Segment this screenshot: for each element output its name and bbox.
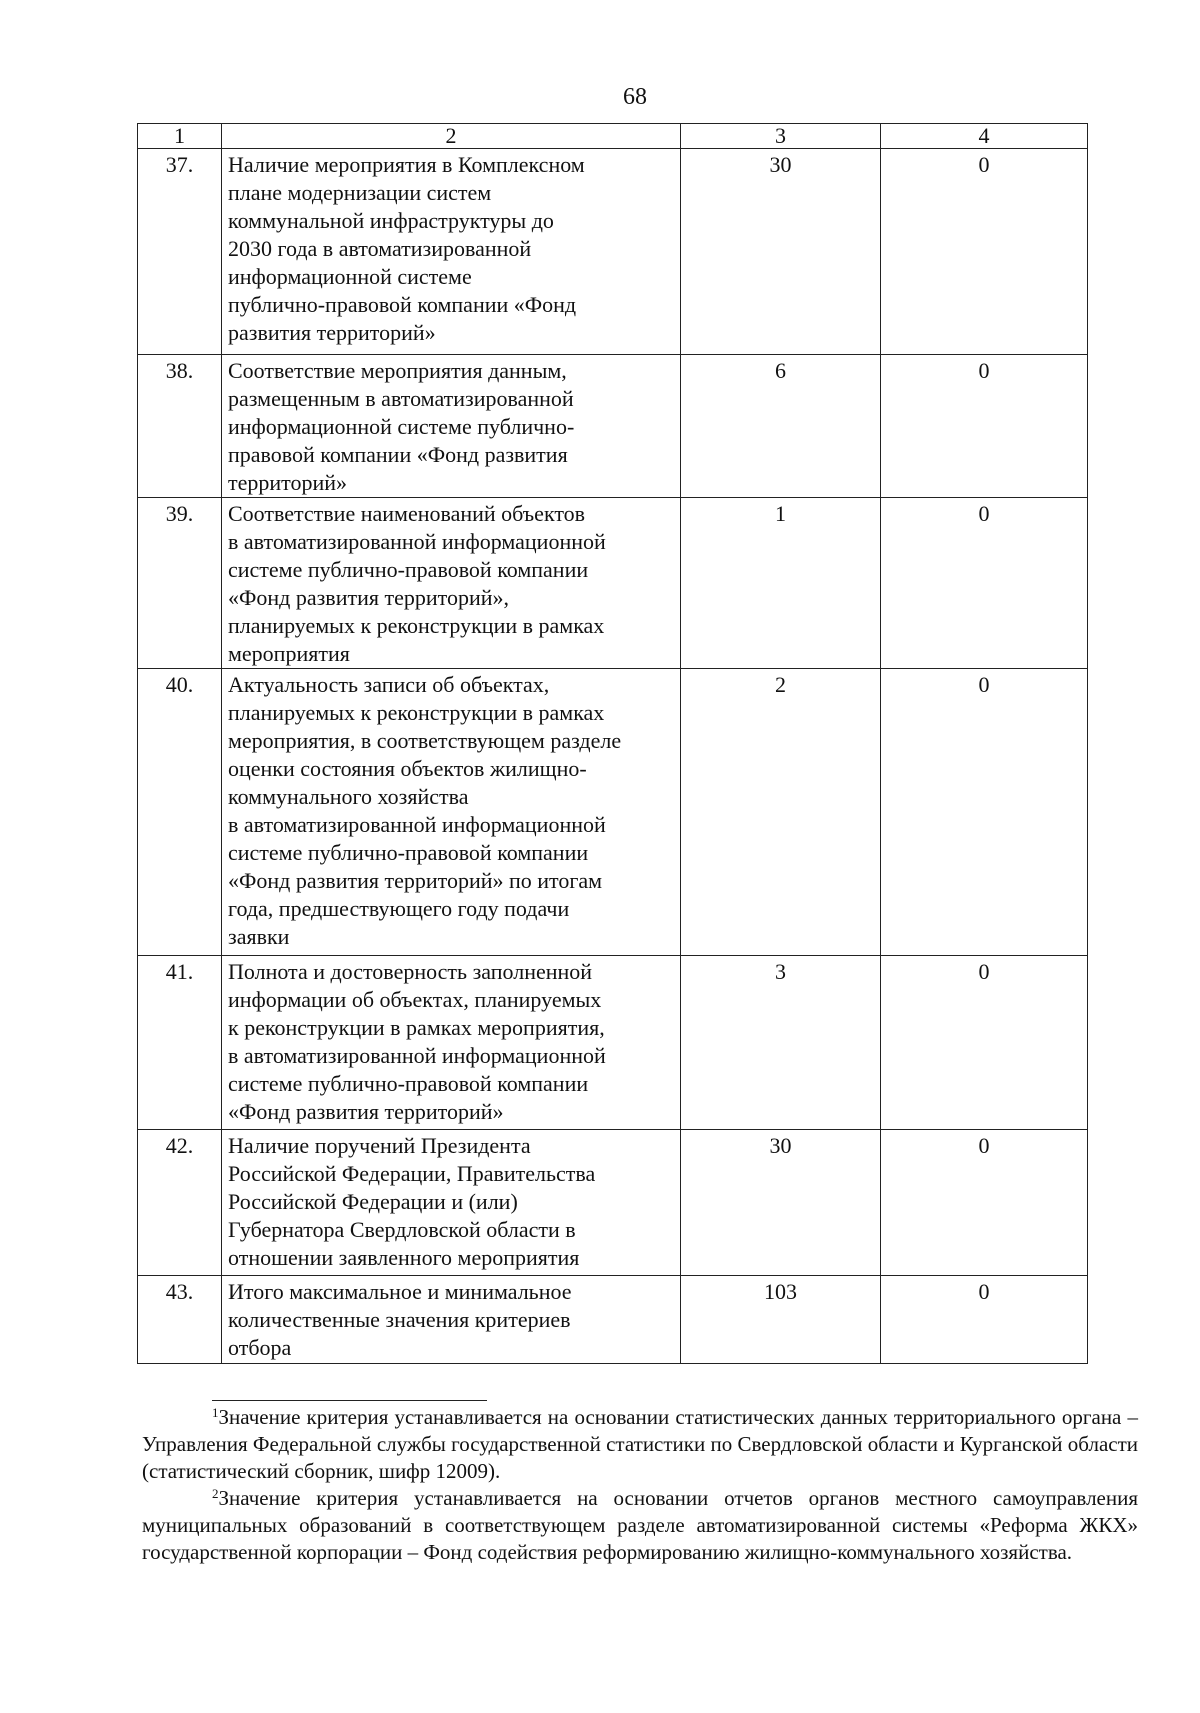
max-value: 30 <box>681 1130 881 1276</box>
footnote-mark: 2 <box>212 1486 219 1501</box>
min-value: 0 <box>881 956 1088 1130</box>
row-number: 40. <box>138 669 222 956</box>
max-value: 2 <box>681 669 881 956</box>
row-number: 42. <box>138 1130 222 1276</box>
criterion-description: Соответствие мероприятия данным, размещенным в автоматизированной информационной системе публично- правовой компании «Фонд развития территорий» <box>222 355 681 498</box>
max-value: 30 <box>681 149 881 355</box>
max-value: 1 <box>681 498 881 669</box>
footnote-2 <box>142 1485 1138 1566</box>
footnote-text: Значение критерия устанавливается на основании статистических данных территориального органа – Управления Федеральной службы государственной статистики по Свердловской области и Курганской области (статистический сборник, шифр 12009). <box>142 1405 1138 1483</box>
criterion-description: Наличие мероприятия в Комплексном плане модернизации систем коммунальной инфраструктуры до 2030 года в автоматизированной информационной системе публично-правовой компании «Фонд развития территорий» <box>222 149 681 355</box>
criteria-table <box>137 123 1088 1364</box>
table-header-row <box>138 124 1088 149</box>
footnote-text: Значение критерия устанавливается на основании отчетов органов местного самоуправления муниципальных образований в соответствующем разделе автоматизированной системы «Реформа ЖКХ» государственной корпорации – Фонд содействия реформированию жилищно-коммунального хозяйства. <box>142 1486 1138 1564</box>
table-row <box>138 1130 1088 1276</box>
criterion-description: Актуальность записи об объектах, планируемых к реконструкции в рамках мероприятия, в соответствующем разделе оценки состояния объектов жилищно- коммунального хозяйства в автоматизированной информационной системе публично-правовой компании «Фонд развития территорий» по итогам года, предшествующего году подачи заявки <box>222 669 681 956</box>
footnote-separator <box>212 1400 487 1401</box>
row-number: 41. <box>138 956 222 1130</box>
table-row <box>138 149 1088 355</box>
min-value: 0 <box>881 669 1088 956</box>
table-row <box>138 1276 1088 1364</box>
criterion-description: Итого максимальное и минимальное количественные значения критериев отбора <box>222 1276 681 1364</box>
row-number: 38. <box>138 355 222 498</box>
min-value: 0 <box>881 1276 1088 1364</box>
min-value: 0 <box>881 355 1088 498</box>
max-value: 103 <box>681 1276 881 1364</box>
min-value: 0 <box>881 149 1088 355</box>
row-number: 39. <box>138 498 222 669</box>
page-number: 68 <box>623 84 647 110</box>
row-number: 37. <box>138 149 222 355</box>
row-number: 43. <box>138 1276 222 1364</box>
criterion-description: Наличие поручений Президента Российской Федерации, Правительства Российской Федерации и (или) Губернатора Свердловской области в отношении заявленного мероприятия <box>222 1130 681 1276</box>
table-row <box>138 498 1088 669</box>
min-value: 0 <box>881 1130 1088 1276</box>
criterion-description: Полнота и достоверность заполненной информации об объектах, планируемых к реконструкции в рамках мероприятия, в автоматизированной информационной системе публично-правовой компании «Фонд развития территорий» <box>222 956 681 1130</box>
table-row <box>138 956 1088 1130</box>
header-col-1: 1 <box>138 124 222 149</box>
footnote-mark: 1 <box>212 1405 219 1420</box>
header-col-3: 3 <box>681 124 881 149</box>
table-row <box>138 355 1088 498</box>
max-value: 3 <box>681 956 881 1130</box>
min-value: 0 <box>881 498 1088 669</box>
header-col-2: 2 <box>222 124 681 149</box>
table-row <box>138 669 1088 956</box>
header-col-4: 4 <box>881 124 1088 149</box>
max-value: 6 <box>681 355 881 498</box>
footnotes <box>142 1404 1138 1566</box>
criterion-description: Соответствие наименований объектов в автоматизированной информационной системе публично-правовой компании «Фонд развития территорий», планируемых к реконструкции в рамках мероприятия <box>222 498 681 669</box>
footnote-1 <box>142 1404 1138 1485</box>
